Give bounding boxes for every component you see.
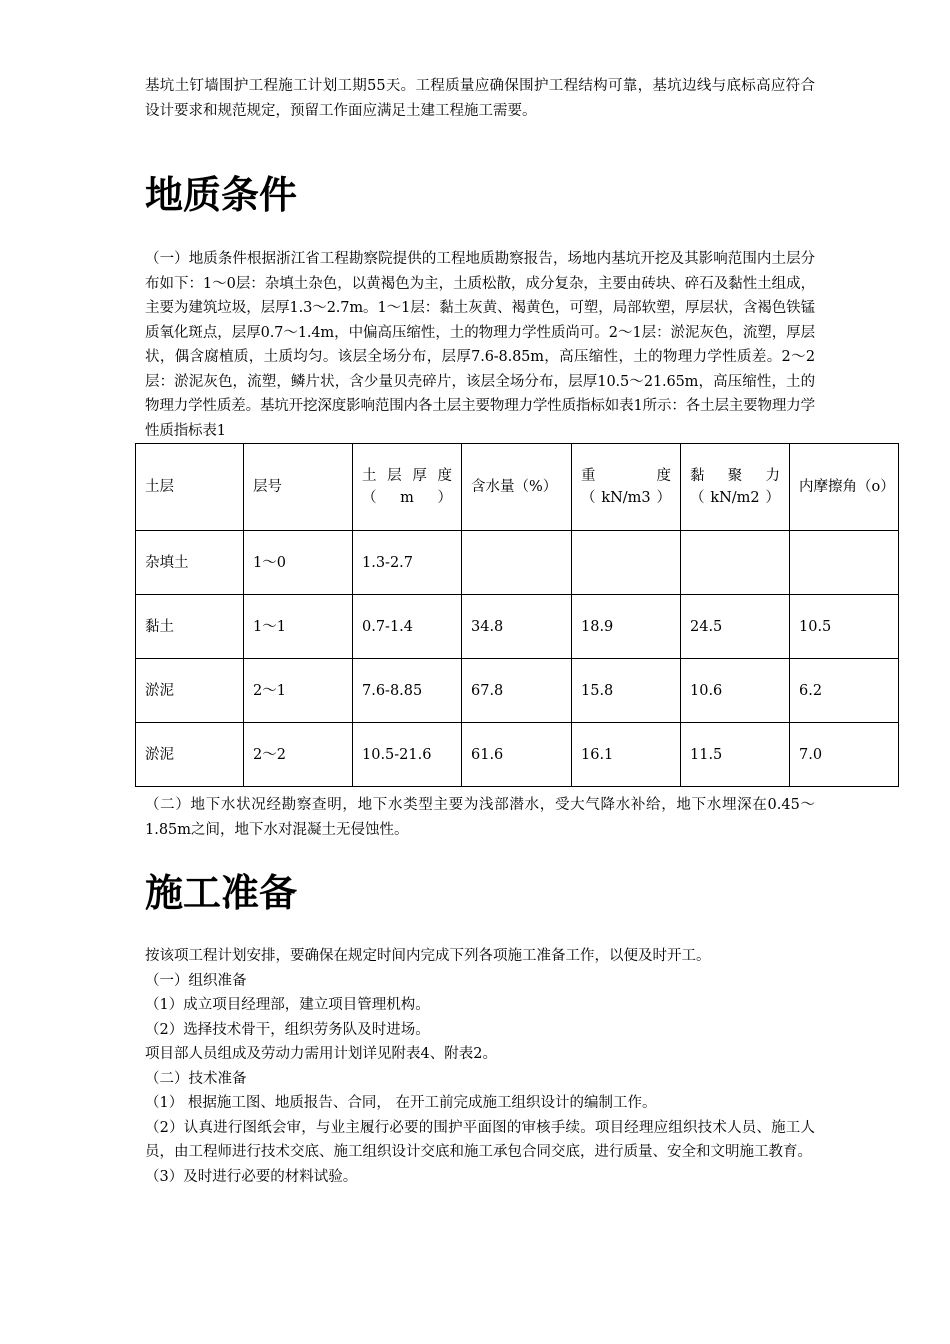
table-cell: 1～1 (244, 595, 353, 659)
prep-line: （3）及时进行必要的材料试验。 (145, 1168, 358, 1185)
table-header-cell: 土层厚度（m） (353, 444, 462, 531)
soil-table-wrapper (145, 443, 895, 793)
table-cell: 15.8 (572, 659, 681, 723)
table-cell: 1～0 (244, 531, 353, 595)
preparation-list (145, 944, 815, 1189)
table-cell: 24.5 (681, 595, 790, 659)
table-cell: 淤泥 (136, 659, 244, 723)
geology-paragraph: （一）地质条件根据浙江省工程勘察院提供的工程地质勘察报告，场地内基坑开挖及其影响范围内土层分布如下：1～0层：杂填土杂色，以黄褐色为主，土质松散，成分复杂，主要由砖块、碎石及黏性土组成，主要为建筑垃圾，层厚1.3～2.7m。1～1层：黏土灰黄、褐黄色，可塑，局部软塑，厚层状，含褐色铁锰质氧化斑点，层厚0.7～1.4m，中偏高压缩性，土的物理力学性质尚可。2～1层：淤泥灰色，流塑，厚层状，偶含腐植质，土质均匀。该层全场分布，层厚7.6-8.85m，高压缩性，土的物理力学性质差。2～2层：淤泥灰色，流塑，鳞片状，含少量贝壳碎片，该层全场分布，层厚10.5～21.65m，高压缩性，土的物理力学性质差。基坑开挖深度影响范围内各土层主要物理力学性质指标如表1所示：各土层主要物理力学性质指标表1 (145, 251, 815, 439)
heading-geology: 地质条件 (145, 173, 298, 217)
prep-line: （1）成立项目经理部，建立项目管理机构。 (145, 997, 430, 1013)
table-row (136, 723, 899, 787)
intro-paragraph: 基坑土钉墙围护工程施工计划工期55天。工程质量应确保围护工程结构可靠，基坑边线与底标高应符合设计要求和规范规定，预留工作面应满足土建工程施工需要。 (145, 78, 815, 119)
prep-line: （2）选择技术骨干，组织劳务队及时进场。 (145, 1021, 430, 1038)
prep-line: （二）技术准备 (145, 1070, 247, 1087)
table-header-cell: 黏聚力（kN/m2） (681, 444, 790, 531)
table-cell (572, 531, 681, 595)
table-cell (681, 531, 790, 595)
table-cell: 2～1 (244, 659, 353, 723)
table-cell: 10.5 (790, 595, 899, 659)
table-cell: 7.0 (790, 723, 899, 787)
table-cell: 杂填土 (136, 531, 244, 595)
prep-line: （1） 根据施工图、地质报告、合同， 在开工前完成施工组织设计的编制工作。 (145, 1095, 657, 1111)
table-cell: 18.9 (572, 595, 681, 659)
prep-line: （一）组织准备 (145, 972, 247, 989)
table-cell: 61.6 (462, 723, 572, 787)
table-cell: 16.1 (572, 723, 681, 787)
table-cell: 1.3-2.7 (353, 531, 462, 595)
table-header-cell: 重度（kN/m3） (572, 444, 681, 531)
prep-line: 项目部人员组成及劳动力需用计划详见附表4、附表2。 (145, 1046, 497, 1062)
table-cell: 2～2 (244, 723, 353, 787)
table-cell (790, 531, 899, 595)
groundwater-paragraph: （二）地下水状况经勘察查明，地下水类型主要为浅部潜水，受大气降水补给，地下水埋深在0.45～1.85m之间，地下水对混凝土无侵蚀性。 (145, 797, 816, 838)
table-cell: 6.2 (790, 659, 899, 723)
table-row (136, 595, 899, 659)
table-row (136, 531, 899, 595)
table-cell: 11.5 (681, 723, 790, 787)
table-cell: 10.6 (681, 659, 790, 723)
table-cell: 34.8 (462, 595, 572, 659)
table-header-row (136, 444, 899, 531)
soil-properties-table (135, 443, 899, 787)
table-cell (462, 531, 572, 595)
document-page (145, 74, 895, 1189)
table-cell: 0.7-1.4 (353, 595, 462, 659)
heading-preparation: 施工准备 (145, 871, 298, 915)
table-cell: 7.6-8.85 (353, 659, 462, 723)
table-header-cell: 层号 (244, 444, 353, 531)
table-cell: 黏土 (136, 595, 244, 659)
prep-line: 按该项工程计划安排，要确保在规定时间内完成下列各项施工准备工作，以便及时开工。 (145, 948, 711, 964)
table-header-cell: 内摩擦角（o） (790, 444, 899, 531)
table-row (136, 659, 899, 723)
table-cell: 67.8 (462, 659, 572, 723)
table-header-cell: 土层 (136, 444, 244, 531)
table-header-cell: 含水量（%） (462, 444, 572, 531)
table-cell: 10.5-21.6 (353, 723, 462, 787)
table-cell: 淤泥 (136, 723, 244, 787)
prep-line: （2）认真进行图纸会审，与业主履行必要的围护平面图的审核手续。项目经理应组织技术人员、施工人员，由工程师进行技术交底、施工组织设计交底和施工承包合同交底，进行质量、安全和文明施工教育。 (145, 1119, 815, 1160)
